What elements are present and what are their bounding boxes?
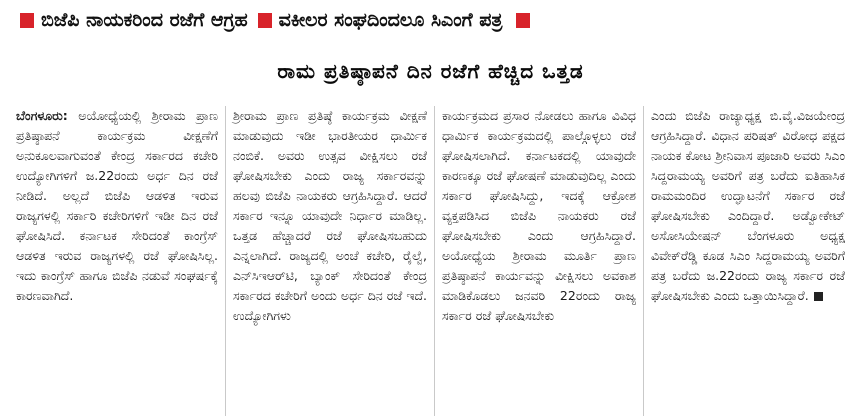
column-text: ಅಯೋಧ್ಯೆಯಲ್ಲಿ ಶ್ರೀರಾಮ ಪ್ರಾಣ ಪ್ರತಿಷ್ಠಾಪನೆ ಕಾರ್ಯಕ್ರಮ ವೀಕ್ಷಣೆಗೆ ಅನುಕೂಲವಾಗುವಂತೆ ಕೇಂದ್ರ ಸರ್ಕಾರದ ಕಚೇರಿ ಉದ್ಯೋಗಿಗಳಿಗೆ ಜ.22ರಂದು ಅರ್ಧ ದಿನ ರಜೆ ನೀಡಿದೆ. ಅಲ್ಲದೆ ಬಿಜೆಪಿ ಆಡಳಿತ ಇರುವ ರಾಜ್ಯಗಳಲ್ಲಿ ಸರ್ಕಾರಿ ಕಚೇರಿಗಳಿಗೆ ಇಡೀ ದಿನ ರಜೆ ಘೋಷಿಸಿದೆ. ಕರ್ನಾಟಕ ಸೇರಿದಂತೆ ಕಾಂಗ್ರೆಸ್ ಆಡಳಿತ ಇರುವ ರಾಜ್ಯಗಳಲ್ಲಿ ರಜೆ ಘೋಷಿಸಿಲ್ಲ. ಇದು ಕಾಂಗ್ರೆಸ್ ಹಾಗೂ ಬಿಜೆಪಿ ನಡುವೆ ಸಂಘರ್ಷಕ್ಕೆ ಕಾರಣವಾಗಿದೆ.	[16, 108, 218, 303]
dateline: ಬೆಂಗಳೂರು:	[16, 108, 68, 123]
kicker-text: ವಕೀಲರ ಸಂಘದಿಂದಲೂ ಸಿಎಂಗೆ ಪತ್ರ	[278, 9, 503, 31]
article-column	[225, 106, 434, 416]
article-column	[643, 106, 852, 416]
red-square-bullet-icon	[20, 13, 34, 28]
column-text: ಎಂದು ಬಿಜೆಪಿ ರಾಜ್ಯಾಧ್ಯಕ್ಷ ಬಿ.ವೈ.ವಿಜಯೇಂದ್ರ ಆಗ್ರಹಿಸಿದ್ದಾರೆ. ವಿಧಾನ ಪರಿಷತ್ ವಿರೋಧ ಪಕ್ಷದ ನಾಯಕ ಕೋಟ ಶ್ರೀನಿವಾಸ ಪೂಜಾರಿ ಅವರು ಸಿಎಂ ಸಿದ್ದರಾಮಯ್ಯ ಅವರಿಗೆ ಪತ್ರ ಬರೆದು ಐತಿಹಾಸಿಕ ರಾಮಮಂದಿರ ಉದ್ಘಾಟನೆಗೆ ಸರ್ಕಾರ ರಜೆ ಘೋಷಿಸಬೇಕು ಎಂದಿದ್ದಾರೆ. ಅಡ್ವೋಕೇಟ್ ಅಸೋಸಿಯೇಷನ್ ಬೆಂಗಳೂರು ಅಧ್ಯಕ್ಷ ವಿವೇಕ್‌ರೆಡ್ಡಿ ಕೂಡ ಸಿಎಂ ಸಿದ್ದರಾಮಯ್ಯ ಅವರಿಗೆ ಪತ್ರ ಬರೆದು ಜ.22ರಂದು ರಾಜ್ಯ ಸರ್ಕಾರ ರಜೆ ಘೋಷಿಸಬೇಕು ಎಂದು ಒತ್ತಾಯಿಸಿದ್ದಾರೆ.	[651, 108, 845, 303]
red-square-bullet-icon	[258, 13, 272, 28]
kicker-item	[20, 9, 248, 31]
column-text: ಕಾರ್ಯಕ್ರಮದ ಪ್ರಸಾರ ನೋಡಲು ಹಾಗೂ ವಿವಿಧ ಧಾರ್ಮಿಕ ಕಾರ್ಯಕ್ರಮದಲ್ಲಿ ಪಾಲ್ಗೊಳ್ಳಲು ರಜೆ ಘೋಷಿಸಲಾಗಿದೆ. ಕರ್ನಾಟಕದಲ್ಲಿ ಯಾವುದೇ ಕಾರಣಕ್ಕೂ ರಜೆ ಘೋಷಣೆ ಮಾಡುವುದಿಲ್ಲ ಎಂದು ಸರ್ಕಾರ ಘೋಷಿಸಿದ್ದು, ಇದಕ್ಕೆ ಆಕ್ರೋಶ ವ್ಯಕ್ತಪಡಿಸಿದ ಬಿಜೆಪಿ ನಾಯಕರು ರಜೆ ಘೋಷಿಸಬೇಕು ಎಂದು ಆಗ್ರಹಿಸಿದ್ದಾರೆ. ಅಯೋಧ್ಯೆಯ ಶ್ರೀರಾಮ ಮೂರ್ತಿ ಪ್ರಾಣ ಪ್ರತಿಷ್ಠಾಪನೆ ಕಾರ್ಯವನ್ನು ವೀಕ್ಷಿಸಲು ಅವಕಾಶ ಮಾಡಿಕೊಡಲು ಜನವರಿ 22ರಂದು ರಾಜ್ಯ ಸರ್ಕಾರ ರಜೆ ಘೋಷಿಸಬೇಕು	[442, 108, 636, 323]
headline: ರಾಮ ಪ್ರತಿಷ್ಠಾಪನೆ ದಿನ ರಜೆಗೆ ಹೆಚ್ಚಿದ ಒತ್ತಡ	[277, 59, 584, 83]
kicker-bar	[0, 0, 861, 40]
end-of-article-icon	[814, 292, 823, 301]
kicker-item	[258, 9, 503, 31]
article-column	[434, 106, 643, 416]
article-column	[16, 106, 225, 416]
article-body	[16, 106, 852, 416]
kicker-text: ಬಿಜೆಪಿ ನಾಯಕರಿಂದ ರಜೆಗೆ ಆಗ್ರಹ	[41, 9, 248, 31]
column-text: ಶ್ರೀರಾಮ ಪ್ರಾಣ ಪ್ರತಿಷ್ಠೆ ಕಾರ್ಯಕ್ರಮ ವೀಕ್ಷಣೆ ಮಾಡುವುದು ಇಡೀ ಭಾರತೀಯರ ಧಾರ್ಮಿಕ ನಂಬಿಕೆ. ಅವರು ಉತ್ಸವ ವೀಕ್ಷಿಸಲು ರಜೆ ಘೋಷಿಸಬೇಕು ಎಂದು ರಾಜ್ಯ ಸರ್ಕಾರವನ್ನು ಹಲವು ಬಿಜೆಪಿ ನಾಯಕರು ಆಗ್ರಹಿಸಿದ್ದಾರೆ. ಆದರೆ ಸರ್ಕಾರ ಇನ್ನೂ ಯಾವುದೇ ನಿರ್ಧಾರ ಮಾಡಿಲ್ಲ. ಒತ್ತಡ ಹೆಚ್ಚಾದರೆ ರಜೆ ಘೋಷಿಸಬಹುದು ಎನ್ನಲಾಗಿದೆ. ರಾಜ್ಯದಲ್ಲಿ ಅಂಚೆ ಕಚೇರಿ, ರೈಲ್ವೆ, ಎನ್‌ಸಿಇಆರ್‌ಟಿ, ಬ್ಯಾಂಕ್ ಸೇರಿದಂತೆ ಕೇಂದ್ರ ಸರ್ಕಾರದ ಕಚೇರಿಗೆ ಅಂದು ಅರ್ಧ ದಿನ ರಜೆ ಇದೆ. ಉದ್ಯೋಗಿಗಳು	[233, 108, 427, 323]
red-square-bullet-icon	[516, 13, 530, 28]
